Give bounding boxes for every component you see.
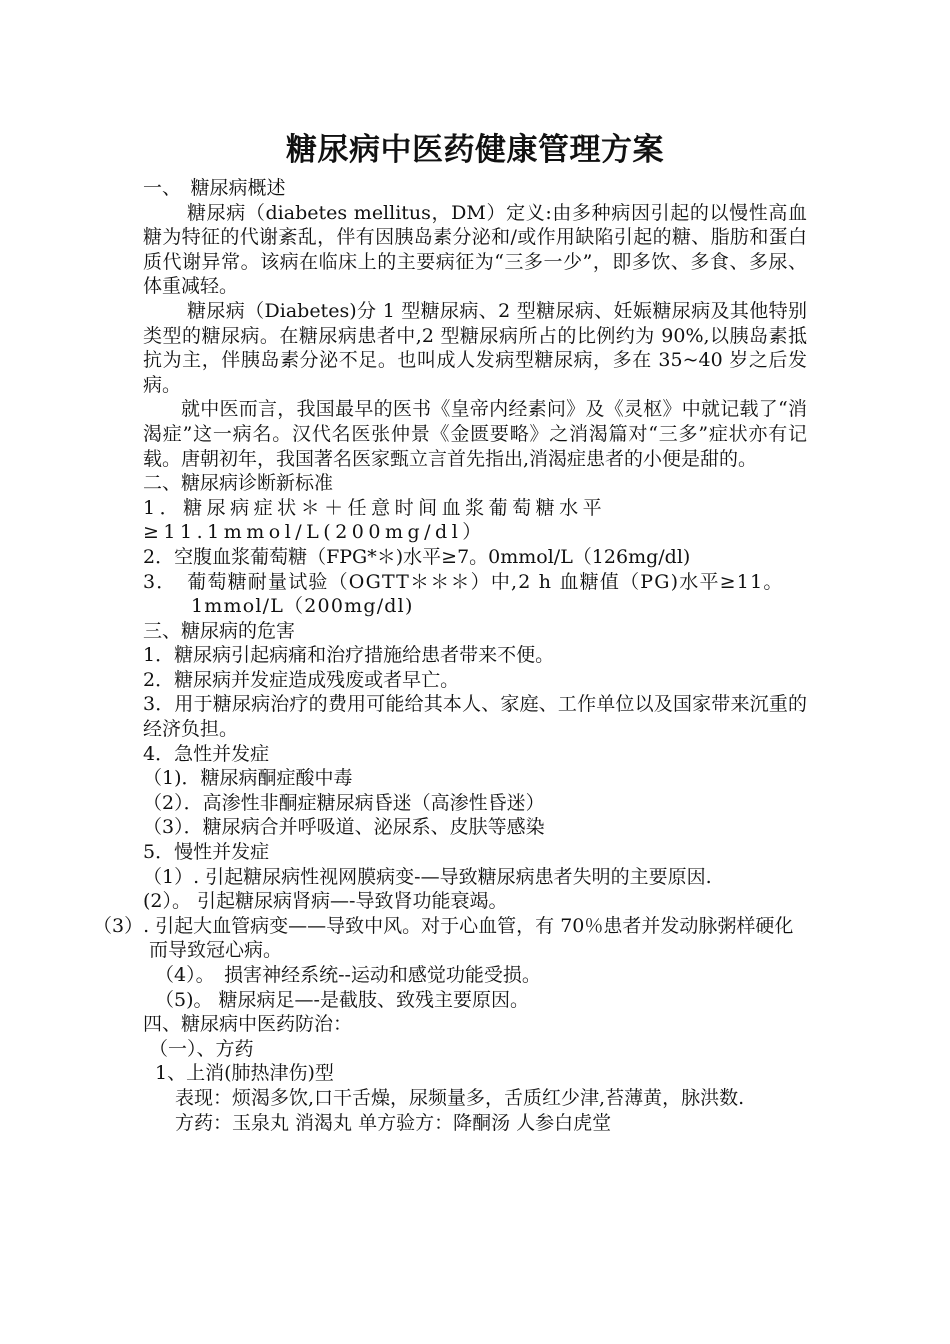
paragraph-types: 糖尿病（Diabetes)分 1 型糖尿病、2 型糖尿病、妊娠糖尿病及其他特别类型的糖尿病。在糖尿病患者中,2 型糖尿病所占的比例约为 90%,以胰岛素抵抗为主，伴胰岛素分泌不足。也叫成人发病型糖尿病，多在 35~40 岁之后发病。 <box>143 299 807 396</box>
prescription-paragraph: 方药：玉泉丸 消渴丸 单方验方：降酮汤 人参白虎堂 <box>175 1111 612 1134</box>
section-heading-hazards: 三、糖尿病的危害 <box>143 619 296 642</box>
diagnosis-item-2: 2．空腹血浆葡萄糖（FPG*＊)水平≥7。0mmol/L（126mg/dl) <box>143 545 691 568</box>
hazard-item-1: 1．糖尿病引起病痛和治疗措施给患者带来不便。 <box>143 644 555 667</box>
acute-complication-2: （2）．高渗性非酮症糖尿病昏迷（高渗性昏迷） <box>143 791 545 814</box>
chronic-complication-2: (2）。 引起糖尿病肾病—-导致肾功能衰竭。 <box>143 890 508 913</box>
chronic-complication-4: （4）。 损害神经系统--运动和感觉功能受损。 <box>155 964 541 986</box>
diagnosis-item-3: 3． 葡萄糖耐量试验（OGTT＊＊＊）中,2 h 血糖值（PG)水平≥11。1mmol/L（200mg/dl) <box>143 570 784 618</box>
document-title: 糖尿病中医药健康管理方案 <box>286 132 664 168</box>
type-heading-upper-xiao: 1、上消(肺热津伤)型 <box>155 1062 334 1085</box>
symptoms-paragraph: 表现：烦渴多饮,口干舌燥，尿频量多，舌质红少津,苔薄黄，脉洪数. <box>175 1086 745 1109</box>
document-body <box>93 176 807 1135</box>
hazard-item-3: 3．用于糖尿病治疗的费用可能给其本人、家庭、工作单位以及国家带来沉重的经济负担。 <box>143 693 807 741</box>
acute-complication-1: （1)．糖尿病酮症酸中毒 <box>143 767 353 790</box>
paragraph-definition: 糖尿病（diabetes mellitus，DM）定义:由多种病因引起的以慢性高血糖为特征的代谢紊乱，伴有因胰岛素分泌和/或作用缺陷引起的糖、脂肪和蛋白质代谢异常。该病在临床上的主要病征为“三多一少”，即多饮、多食、多尿、体重减轻。 <box>143 201 807 298</box>
section-heading-diagnosis: 二、糖尿病诊断新标准 <box>143 472 334 495</box>
section-heading-overview: 一、 糖尿病概述 <box>143 177 286 199</box>
acute-complication-3: （3）．糖尿病合并呼吸道、泌尿系、皮肤等感染 <box>143 816 545 839</box>
chronic-complication-5: （5)。 糖尿病足—-是截肢、致残主要原因。 <box>155 988 529 1011</box>
diagnosis-item-1: 1．糖尿病症状＊＋任意时间血浆葡萄糖水平≥11.1mmol/L(200mg/dl） <box>143 496 607 544</box>
chronic-complication-3: （3）. 引起大血管病变——导致中风。对于心血管，有 70％患者并发动脉粥样硬化而导致冠心病。 <box>93 914 794 962</box>
paragraph-tcm-history: 就中医而言，我国最早的医书《皇帝内经素问》及《灵枢》中就记载了“消渴症”这一病名。汉代名医张仲景《金匮要略》之消渴篇对“三多”症状亦有记载。唐朝初年，我国著名医家甄立言首先指出,消渴症患者的小便是甜的。 <box>143 398 807 470</box>
hazard-item-2: 2．糖尿病并发症造成残废或者早亡。 <box>143 668 460 691</box>
section-heading-tcm-treatment: 四、糖尿病中医药防治： <box>143 1013 353 1036</box>
subsection-heading-prescriptions: （一）、方药 <box>149 1037 254 1060</box>
hazard-item-4: 4．急性并发症 <box>143 742 270 765</box>
hazard-item-5: 5．慢性并发症 <box>143 841 270 864</box>
chronic-complication-1: （1）. 引起糖尿病性视网膜病变-—导致糖尿病患者失明的主要原因. <box>143 865 712 888</box>
